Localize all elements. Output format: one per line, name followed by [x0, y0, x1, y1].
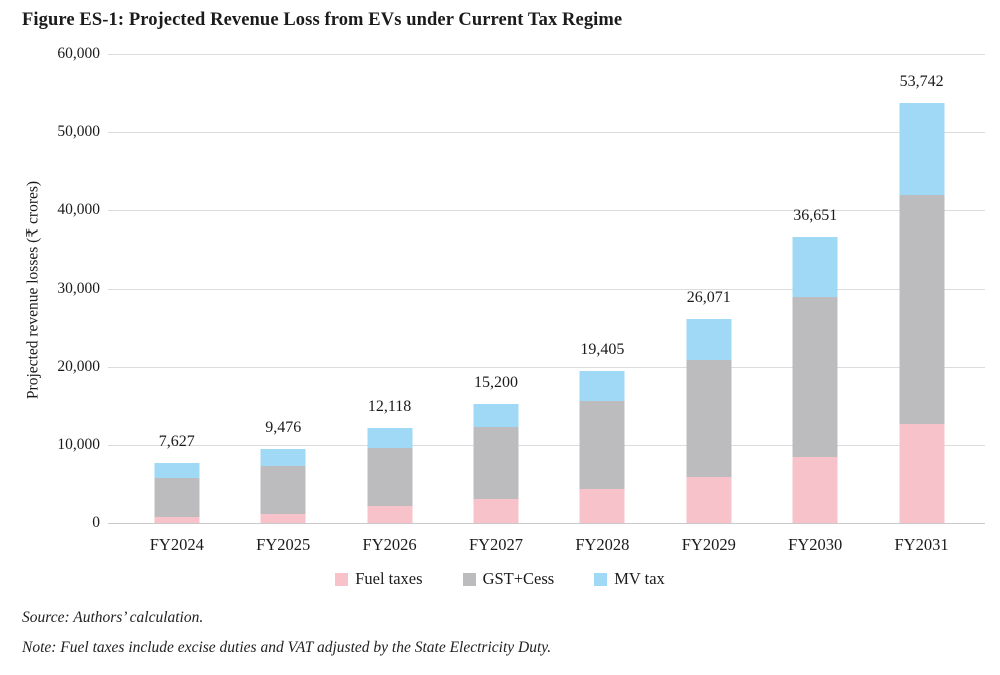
bar-FY2030-segment-mv-tax [793, 237, 838, 298]
legend-label-mv-tax: MV tax [614, 569, 665, 588]
bar-FY2028-segment-fuel-taxes [580, 489, 625, 523]
bar-FY2029-segment-mv-tax [686, 319, 731, 359]
bar-value-label-FY2030: 36,651 [793, 206, 838, 224]
bar-FY2029-segment-gst-cess [686, 360, 731, 477]
legend-label-fuel-taxes: Fuel taxes [355, 569, 423, 588]
chart-title: Figure ES-1: Projected Revenue Loss from EVs under Current Tax Regime [22, 10, 623, 30]
bar-slot-FY2026 [336, 54, 442, 554]
x-tick-label-FY2031: FY2031 [894, 535, 949, 554]
bar-FY2024 [154, 463, 199, 523]
bar-FY2024-segment-fuel-taxes [154, 517, 199, 523]
y-tick-label-50000: 50,000 [57, 123, 100, 141]
bar-FY2031-segment-mv-tax [899, 103, 944, 195]
legend [0, 569, 1000, 589]
bar-value-label-FY2026: 12,118 [367, 398, 412, 416]
y-tick-label-30000: 30,000 [57, 279, 100, 297]
bar-slot-FY2027 [443, 54, 549, 554]
bar-slot-FY2028 [549, 54, 655, 554]
bar-FY2026-segment-mv-tax [367, 428, 412, 447]
bar-FY2027 [473, 404, 518, 523]
bar-FY2031-segment-gst-cess [899, 195, 944, 424]
bar-FY2029 [686, 319, 731, 523]
bar-FY2029-segment-fuel-taxes [686, 477, 731, 523]
legend-item-gst-cess [463, 569, 555, 589]
bar-FY2030-segment-gst-cess [793, 297, 838, 456]
bar-FY2028-segment-gst-cess [580, 401, 625, 489]
legend-swatch-fuel-taxes [335, 573, 348, 586]
y-tick-label-10000: 10,000 [57, 435, 100, 453]
y-tick-label-20000: 20,000 [57, 357, 100, 375]
bar-FY2028-segment-mv-tax [580, 371, 625, 401]
bar-value-label-FY2031: 53,742 [899, 72, 944, 90]
x-tick-label-FY2028: FY2028 [575, 535, 630, 554]
bar-FY2025-segment-fuel-taxes [261, 514, 306, 523]
bar-slot-FY2031 [868, 54, 974, 554]
bar-FY2026-segment-fuel-taxes [367, 506, 412, 523]
x-tick-label-FY2027: FY2027 [468, 535, 524, 554]
bar-FY2026-segment-gst-cess [367, 448, 412, 506]
bar-slot-FY2025 [230, 54, 336, 554]
legend-item-mv-tax [594, 569, 665, 589]
bar-FY2024-segment-mv-tax [154, 463, 199, 477]
source-line: Source: Authors’ calculation. [22, 609, 204, 626]
legend-label-gst-cess: GST+Cess [482, 569, 555, 588]
bar-slot-FY2030 [762, 54, 868, 554]
bar-FY2027-segment-gst-cess [473, 427, 518, 499]
bar-FY2031 [899, 103, 944, 523]
legend-swatch-mv-tax [594, 573, 607, 586]
y-tick-label-40000: 40,000 [57, 201, 100, 219]
legend-item-fuel-taxes [335, 569, 422, 589]
x-tick-label-FY2024: FY2024 [149, 535, 204, 554]
y-tick-label-0: 0 [92, 514, 100, 531]
bar-FY2028 [580, 371, 625, 523]
bar-FY2030-segment-fuel-taxes [793, 457, 838, 523]
bar-value-label-FY2029: 26,071 [686, 289, 731, 307]
bar-FY2025 [261, 449, 306, 523]
x-tick-label-FY2029: FY2029 [681, 535, 736, 554]
y-tick-label-60000: 60,000 [57, 45, 100, 62]
bar-value-label-FY2028: 19,405 [580, 341, 625, 359]
bar-value-label-FY2027: 15,200 [473, 374, 518, 392]
note-line: Note: Fuel taxes include excise duties and VAT adjusted by the State Electricity Duty. [22, 639, 552, 656]
bar-FY2027-segment-mv-tax [473, 404, 518, 427]
bar-FY2025-segment-mv-tax [261, 449, 306, 466]
x-tick-label-FY2026: FY2026 [362, 535, 417, 554]
bar-FY2024-segment-gst-cess [154, 478, 199, 517]
bar-FY2030 [793, 237, 838, 523]
y-axis-title-text: Projected revenue losses (₹ crores) [24, 180, 42, 400]
bar-FY2031-segment-fuel-taxes [899, 424, 944, 523]
bar-value-label-FY2025: 9,476 [265, 418, 302, 436]
x-tick-label-FY2025: FY2025 [256, 535, 311, 554]
bar-FY2027-segment-fuel-taxes [473, 499, 518, 523]
x-tick-label-FY2030: FY2030 [788, 535, 843, 554]
bar-slot-FY2024 [124, 54, 230, 554]
bar-value-label-FY2024: 7,627 [158, 433, 195, 451]
plot-area [57, 45, 985, 554]
bar-FY2025-segment-gst-cess [261, 466, 306, 513]
bar-slot-FY2029 [656, 54, 762, 554]
bar-FY2026 [367, 428, 412, 523]
legend-swatch-gst-cess [463, 573, 476, 586]
